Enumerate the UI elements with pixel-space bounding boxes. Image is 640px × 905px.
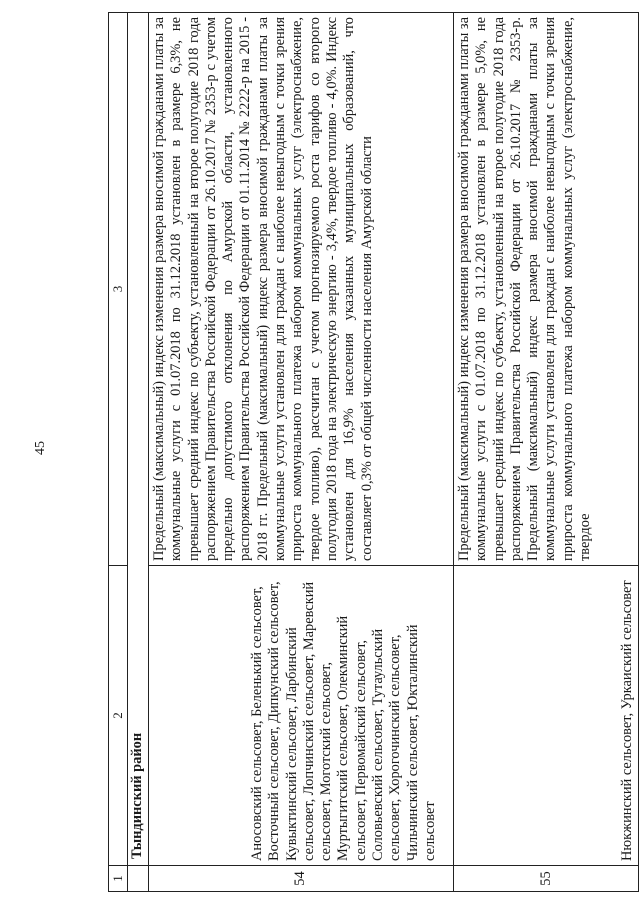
header-col-1: 1 bbox=[109, 866, 128, 892]
page-number: 45 bbox=[33, 441, 48, 455]
section-empty-cell bbox=[128, 866, 149, 892]
justification-cell: Предельный (максимальный) индекс изменения размера вносимой гражданами платы за коммунальные услуги с 01.07.2018 по 31.12.2018 установлен в размере 6,3%, не превышает средний индекс по субъекту, установленный на второе полугодие 2018 года распоряжением Правительства Российской Федерации от 26.10.2017 № 2353-р с учетом предельно допустимого отклонения по Амурской области, установленного распоряжением Правительства Российской Федерации от 01.11.2014 № 2222-р на 2015 - 2018 гг. Предельный (максимальный) индекс размера вносимой гражданами платы за коммунальные услуги установлен для граждан с наиболее невыгодным с точки зрения прироста коммунального платежа набором коммунальных услуг (электроснабжение, твердое топливо), рассчитан с учетом прогнозируемого роста тарифов со второго полугодия 2018 года на электрическую энергию - 3,4%, твердое топливо - 4,0%. Индекс установлен для 16,9% населения указанных муниципальных образований, что составляет 0,3% от общей численности населения Амурской области bbox=[149, 13, 454, 566]
justification-cell: Предельный (максимальный) индекс изменения размера вносимой гражданами платы за коммунальные услуги с 01.07.2018 по 31.12.2018 установлен в размере 5,0%, не превышает средний индекс по субъекту, установленный на второе полугодие 2018 года распоряжением Правительства Российской Федерации от 26.10.2017 № 2353-р. Предельный (максимальный) индекс размера вносимой гражданами платы за коммунальные услуги установлен для граждан с наиболее невыгодным с точки зрения прироста коммунального платежа набором коммунальных услуг (электроснабжение, твердое bbox=[454, 13, 639, 566]
settlements-cell: Нюкжинский сельсовет, Уркаиский сельсовет bbox=[454, 566, 639, 866]
settlements-cell: Аносовский сельсовет, Беленький сельсовет, Восточный сельсовет, Дипкунский сельсовет, Кувыктинский сельсовет, Ларбинский сельсовет, Лопчинский сельсовет, Маревский сельсовет, Моготский сельсовет, Муртыгитский сельсовет, Олекминский сельсовет, Первомайский сельсовет, Соловьевский сельсовет, Тутаульский сельсовет, Хорогочинский сельсовет, Чильчинский сельсовет, Юкталинский сельсовет bbox=[149, 566, 454, 866]
header-col-3: 3 bbox=[109, 13, 128, 566]
row-number: 54 bbox=[149, 866, 454, 892]
table-row bbox=[454, 13, 639, 892]
section-row bbox=[128, 13, 149, 892]
section-title: Тындинский район bbox=[128, 13, 149, 866]
table-row bbox=[149, 13, 454, 892]
table-header-row bbox=[109, 13, 128, 892]
row-number: 55 bbox=[454, 866, 639, 892]
header-col-2: 2 bbox=[109, 566, 128, 866]
tariff-table bbox=[108, 12, 639, 892]
rotated-table-container bbox=[108, 12, 635, 892]
